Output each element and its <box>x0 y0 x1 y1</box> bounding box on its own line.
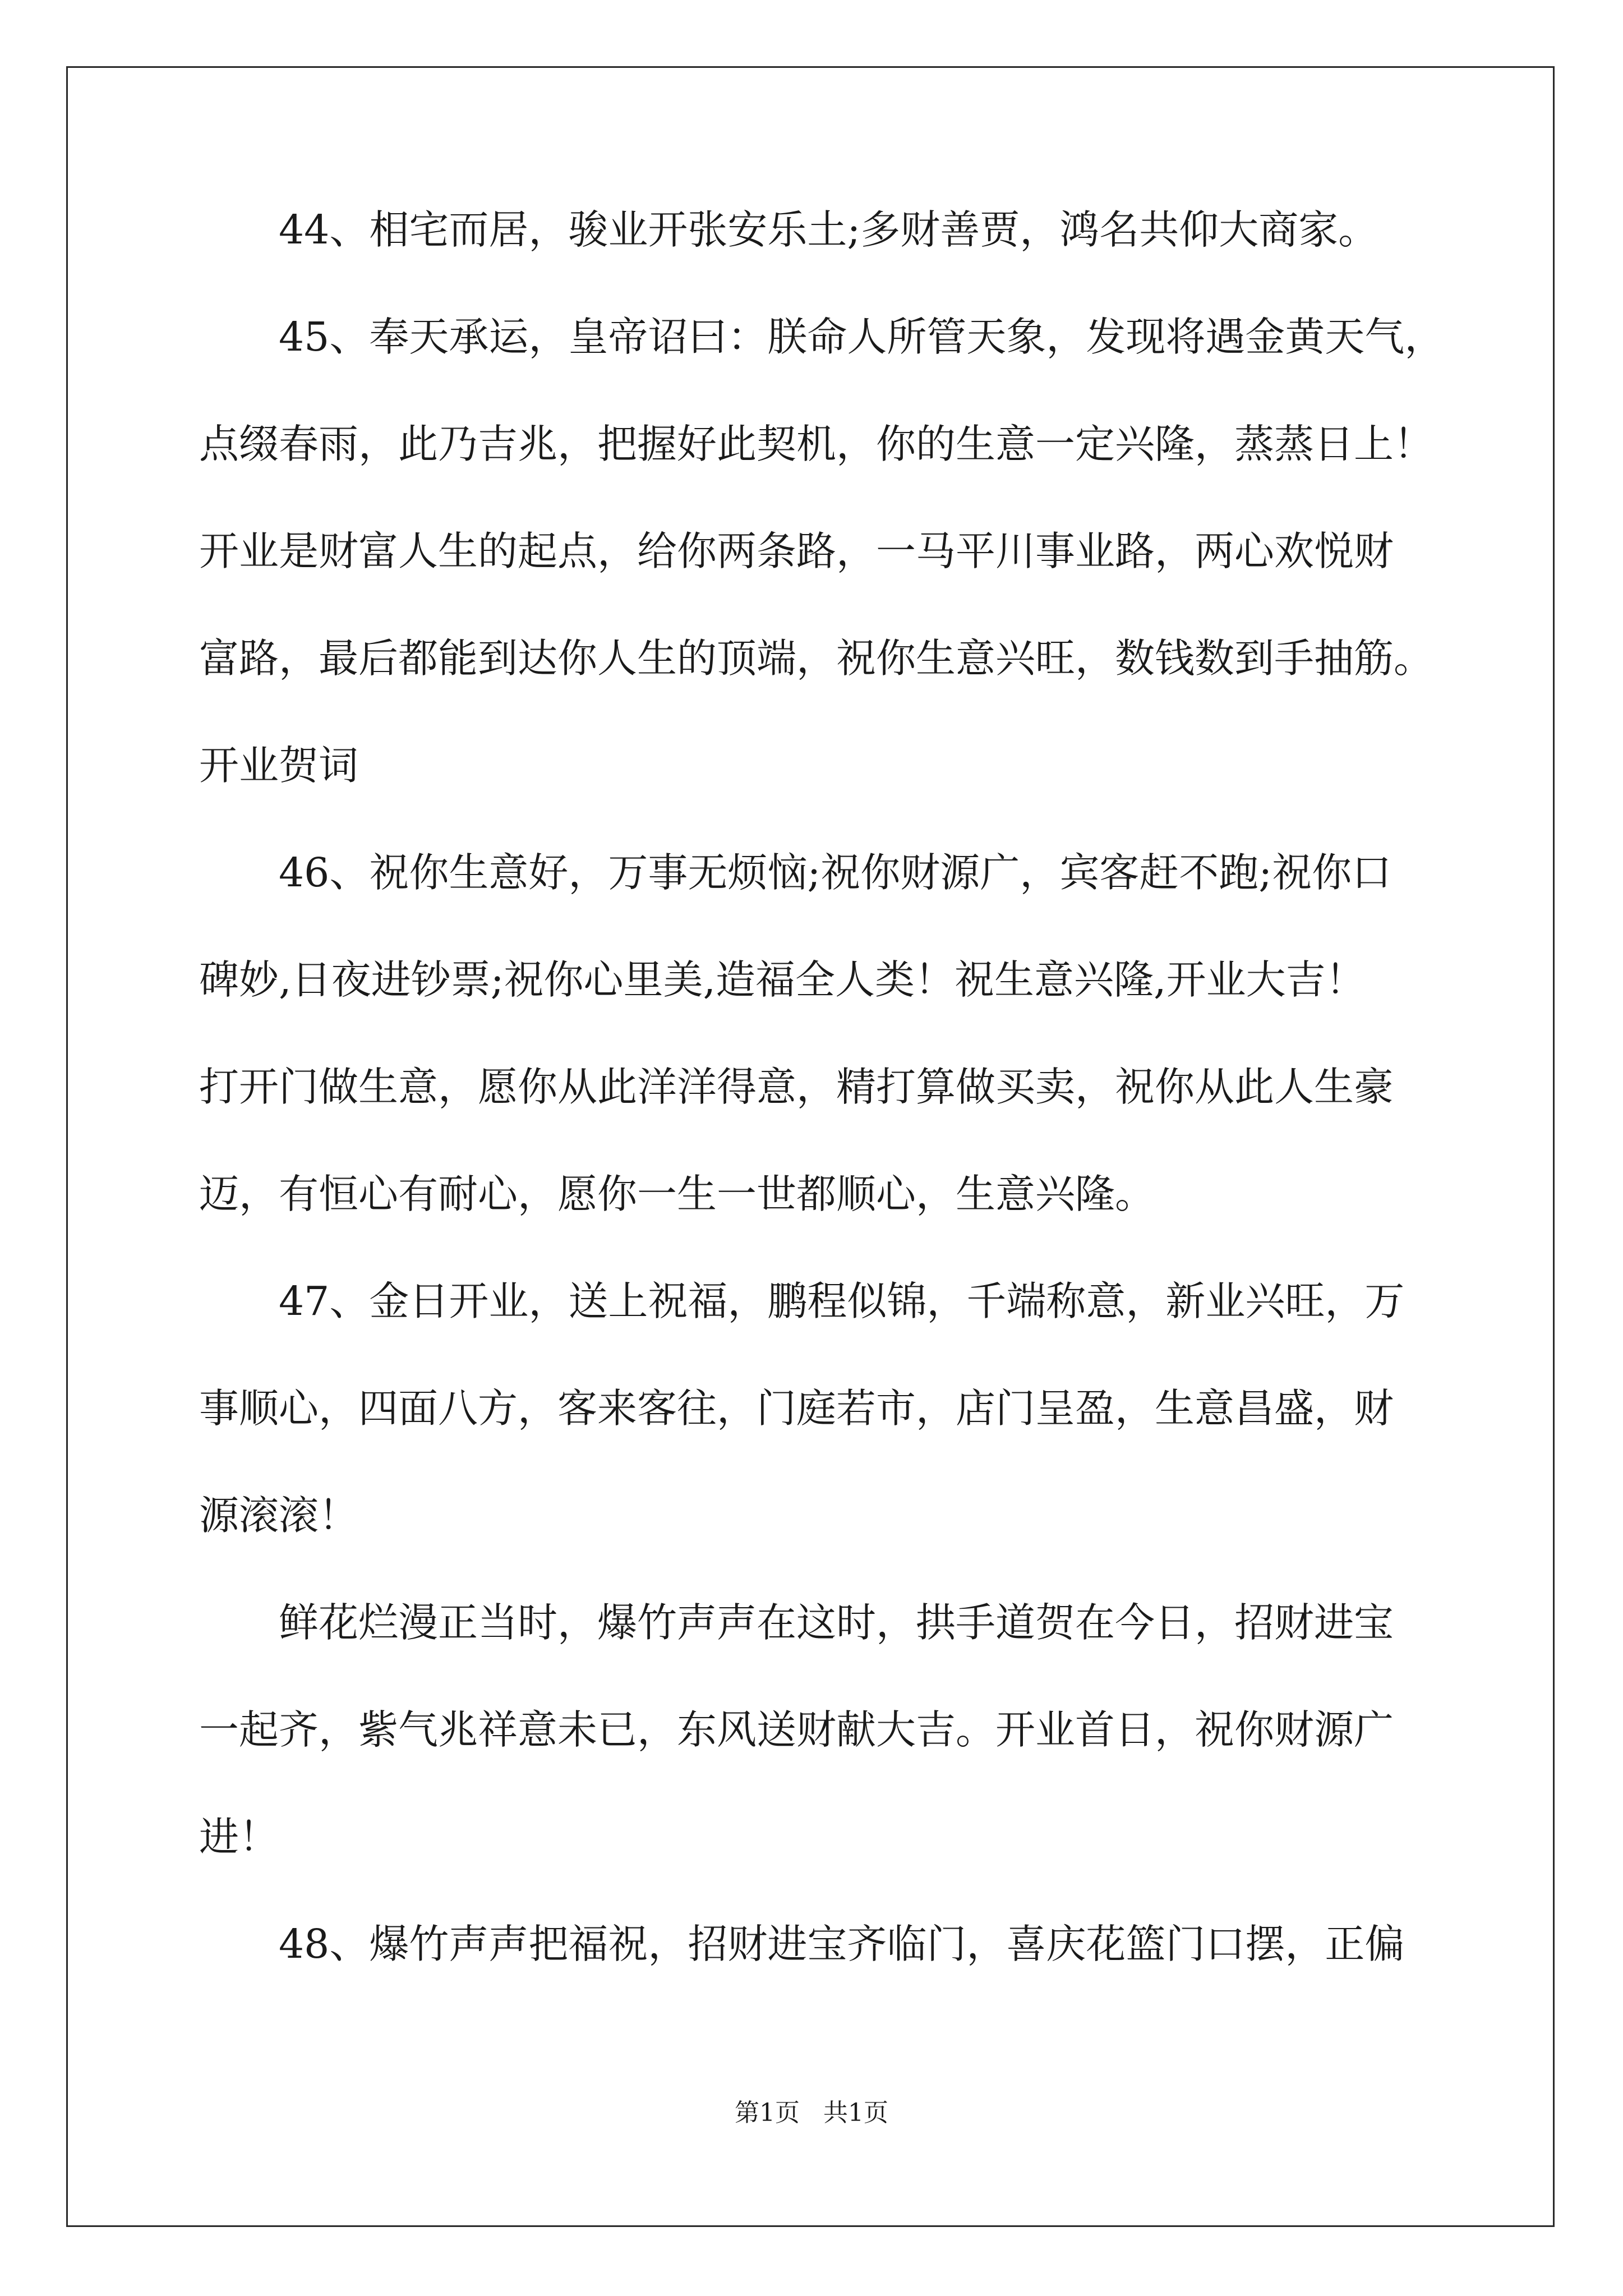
text-line: 事顺心，四面八方，客来客往，门庭若市，店门呈盈，生意昌盛，财 <box>199 1385 1394 1432</box>
text-line: 源滚滚！ <box>199 1492 359 1539</box>
text-line: 点缀春雨，此乃吉兆，把握好此契机，你的生意一定兴隆，蒸蒸日上！ <box>199 421 1434 467</box>
text-line: 48、爆竹声声把福祝，招财进宝齐临门，喜庆花篮门口摆，正偏 <box>199 1921 1405 1967</box>
text-line: 47、金日开业，送上祝福，鹏程似锦，千端称意，新业兴旺，万 <box>199 1278 1405 1324</box>
text-line: 开业是财富人生的起点，给你两条路，一马平川事业路，两心欢悦财 <box>199 528 1394 574</box>
text-line: 开业贺词 <box>199 742 359 789</box>
page-number-footer: 第1页 共1页 <box>735 2099 888 2127</box>
text-line: 碑妙,日夜进钞票;祝你心里美,造福全人类！祝生意兴隆,开业大吉！ <box>199 956 1366 1003</box>
text-line: 46、祝你生意好，万事无烦恼;祝你财源广，宾客赶不跑;祝你口 <box>199 849 1392 896</box>
text-line: 进！ <box>199 1814 279 1860</box>
page-border <box>66 66 1555 2227</box>
text-line: 一起齐，紫气兆祥意未已，东风送财献大吉。开业首日，祝你财源广 <box>199 1706 1394 1753</box>
text-line: 45、奉天承运，皇帝诏曰：朕命人所管天象，发现将遇金黄天气， <box>199 314 1445 360</box>
text-line: 44、相宅而居，骏业开张安乐土;多财善贾，鸿名共仰大商家。 <box>199 206 1378 253</box>
text-line: 迈，有恒心有耐心，愿你一生一世都顺心，生意兴隆。 <box>199 1171 1155 1217</box>
text-line: 鲜花烂漫正当时，爆竹声声在这时，拱手道贺在今日，招财进宝 <box>199 1599 1394 1646</box>
text-line: 富路，最后都能到达你人生的顶端，祝你生意兴旺，数钱数到手抽筋。 <box>199 635 1434 682</box>
text-line: 打开门做生意，愿你从此洋洋得意，精打算做买卖，祝你从此人生豪 <box>199 1064 1394 1110</box>
